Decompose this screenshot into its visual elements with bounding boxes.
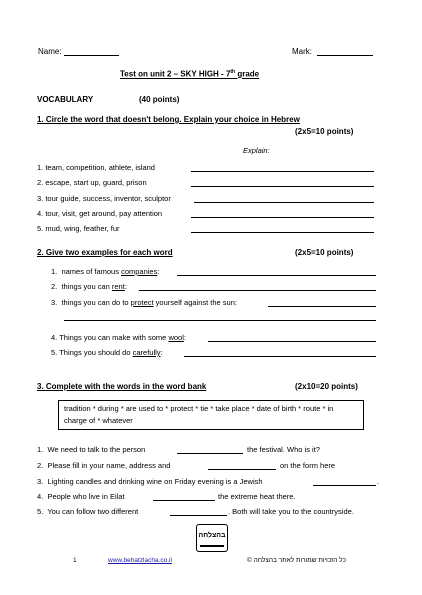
q2-answer-line[interactable] xyxy=(64,320,376,321)
q3-item: 5. You can follow two different xyxy=(37,507,139,516)
q2-answer-line[interactable] xyxy=(139,290,376,291)
q2-item: 5. Things you should do carefully: xyxy=(51,348,163,357)
q3-title: 3. Complete with the words in the word bank xyxy=(37,382,207,391)
name-label: Name: xyxy=(38,47,62,56)
mark-label: Mark: xyxy=(292,47,312,56)
q1-item: 1. team, competition, athlete, island xyxy=(37,163,155,172)
q2-item: 3. things you can do to protect yourself against the sun: xyxy=(51,298,237,307)
q3-item-end: the extreme heat there. xyxy=(218,492,296,501)
q2-item: 2. things you can rent: xyxy=(51,282,127,291)
q1-item: 3. tour guide, success, inventor, sculptor xyxy=(37,194,171,203)
vocabulary-heading: VOCABULARY xyxy=(37,95,94,104)
q1-answer-line[interactable] xyxy=(194,202,374,203)
q3-answer-line[interactable] xyxy=(208,469,276,470)
test-title: Test on unit 2 – SKY HIGH - 7th grade xyxy=(120,69,260,79)
behatzlacha-logo: בהצלחה xyxy=(196,524,228,552)
q3-item-end: . Both will take you to the countryside. xyxy=(228,507,354,516)
q3-item-end: the festival. Who is it? xyxy=(247,445,320,454)
q2-answer-line[interactable] xyxy=(208,341,376,342)
q1-answer-line[interactable] xyxy=(191,217,374,218)
page-number: 1 xyxy=(73,557,77,564)
copyright-text: כל הזכויות שמורות לאתר בהצלחה © xyxy=(247,557,346,564)
q3-answer-line[interactable] xyxy=(177,453,243,454)
q1-item: 2. escape, start up, guard, prison xyxy=(37,178,147,187)
q3-points: (2x10=20 points) xyxy=(295,382,358,391)
q1-item: 4. tour, visit, get around, pay attention xyxy=(37,209,163,218)
q3-item-end: on the form here xyxy=(280,461,336,470)
q3-item: 2. Please fill in your name, address and xyxy=(37,461,171,470)
q3-answer-line[interactable] xyxy=(153,500,215,501)
q2-answer-line[interactable] xyxy=(177,275,376,276)
q2-item: 1. names of famous companies: xyxy=(51,267,160,276)
q3-item: 4. People who live in Eilat xyxy=(37,492,125,501)
name-field[interactable] xyxy=(64,55,119,56)
vocabulary-points: (40 points) xyxy=(139,95,180,104)
word-bank: tradition * during * are used to * protect * tie * take place * date of birth * route * in charge of * whatever xyxy=(58,400,364,430)
q2-title: 2. Give two examples for each word xyxy=(37,248,173,257)
q1-answer-line[interactable] xyxy=(191,171,374,172)
q3-item: 1. We need to talk to the person xyxy=(37,445,146,454)
q3-answer-line[interactable] xyxy=(170,515,227,516)
explain-label: Explain: xyxy=(243,146,270,155)
q2-points: (2x5=10 points) xyxy=(295,248,354,257)
q3-item: 3. Lighting candles and drinking wine on Friday evening is a Jewish xyxy=(37,477,263,486)
q1-title: 1. Circle the word that doesn't belong. Explain your choice in Hebrew xyxy=(37,115,300,124)
q1-answer-line[interactable] xyxy=(191,232,374,233)
q2-answer-line[interactable] xyxy=(268,306,376,307)
q1-item: 5. mud, wing, feather, fur xyxy=(37,224,120,233)
q2-answer-line[interactable] xyxy=(184,356,376,357)
q1-points: (2x5=10 points) xyxy=(295,127,354,136)
website-link[interactable]: www.behatzlacha.co.il xyxy=(108,557,172,564)
q3-item-end: . xyxy=(377,477,380,486)
q2-item: 4. Things you can make with some wool: xyxy=(51,333,186,342)
q1-answer-line[interactable] xyxy=(191,186,374,187)
q3-answer-line[interactable] xyxy=(313,485,376,486)
mark-field[interactable] xyxy=(317,55,373,56)
